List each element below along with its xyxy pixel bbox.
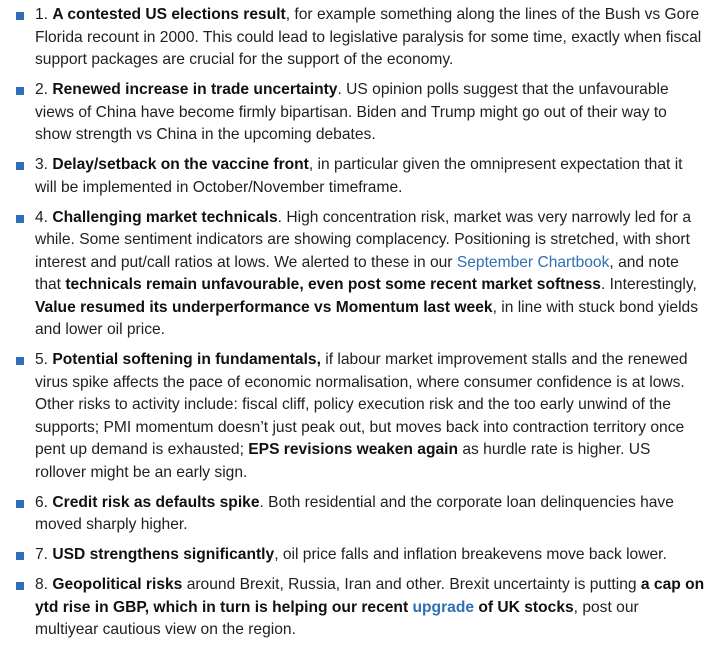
item-number: 2. [35,81,49,98]
body-text: . Both residential and the corporate loan delinquencies have moved sharply higher. [35,493,674,533]
emphasis-text: Challenging market technicals [52,208,278,226]
item-number: 3. [35,156,49,173]
emphasis-text: of UK stocks [474,598,574,616]
list-item [0,154,705,199]
item-number: 7. [35,546,49,563]
square-bullet-icon [16,582,24,590]
square-bullet-icon [16,552,24,560]
square-bullet-icon [16,87,24,95]
emphasis-text: Potential softening in fundamentals, [52,351,321,368]
emphasis-text: Credit risk as defaults spike [52,493,260,511]
emphasis-text: USD strengthens significantly [52,546,275,563]
inline-link[interactable]: September Chartbook [456,253,610,271]
body-text: , for example something along the lines of the Bush vs Gore Florida recount in 2000. This could lead to legislative paralysis for some time, exactly when fiscal support packages are crucial for the support of the economy. [35,6,702,68]
item-number: 6. [35,493,49,511]
square-bullet-icon [16,357,24,365]
item-number: 1. [35,6,49,23]
body-text: , and note that [35,253,679,293]
list-item [0,544,705,567]
item-number: 8. [35,576,49,593]
body-text: if labour market improvement stalls and the renewed virus spike affects the pace of economic normalisation, where consumer confidence is at lows. Other risks to activity include: fiscal cliff, policy execution risk and the too early unwind of the supports; PMI momentum doesn’t just peak out, but moves back into contraction territory once pent up demand is exhausted; [35,351,688,458]
body-text: . High concentration risk, market was very narrowly led for a while. Some sentiment indicators are showing complacency. Positioning is stretched, with short interest and put/call ratios at lows. We alerted to these in our [35,208,692,271]
emphasis-text: Value resumed its underperformance vs Momentum last week [35,298,493,316]
emphasis-text: Renewed increase in trade uncertainty [52,81,338,98]
body-text: as hurdle rate is higher. US rollover might be an early sign. [35,441,651,481]
list-item [0,492,705,537]
body-text: . US opinion polls suggest that the unfavourable views of China have become firmly bipartisan. Biden and Trump might go out of their way to show strength vs China in the upcoming debates. [35,81,669,143]
list-item [0,207,705,342]
square-bullet-icon [16,12,24,20]
inline-link[interactable]: upgrade [412,598,475,616]
list-item [0,79,705,147]
square-bullet-icon [16,500,24,508]
item-number: 4. [35,208,49,226]
emphasis-text: Geopolitical risks [52,576,183,593]
item-number: 5. [35,351,49,368]
body-text: , in line with stuck bond yields and lower oil price. [35,298,698,338]
body-text: , post our multiyear cautious view on the region. [35,598,639,638]
body-text: , oil price falls and inflation breakevens move back lower. [274,546,667,563]
square-bullet-icon [16,215,24,223]
emphasis-text: EPS revisions weaken again [248,441,459,458]
emphasis-text: Delay/setback on the vaccine front [52,156,309,173]
emphasis-text: technicals remain unfavourable, even post some recent market softness [65,276,601,293]
body-text: around Brexit, Russia, Iran and other. Brexit uncertainty is putting [182,576,641,593]
emphasis-text: a cap on ytd rise in GBP, which in turn is helping our recent [35,576,705,616]
list-item [0,4,705,72]
square-bullet-icon [16,162,24,170]
list-item [0,349,705,484]
body-text: , in particular given the omnipresent expectation that it will be implemented in October/November timeframe. [35,156,683,196]
list-item [0,574,705,642]
body-text: . Interestingly, [600,276,697,293]
emphasis-text: A contested US elections result [52,6,286,23]
